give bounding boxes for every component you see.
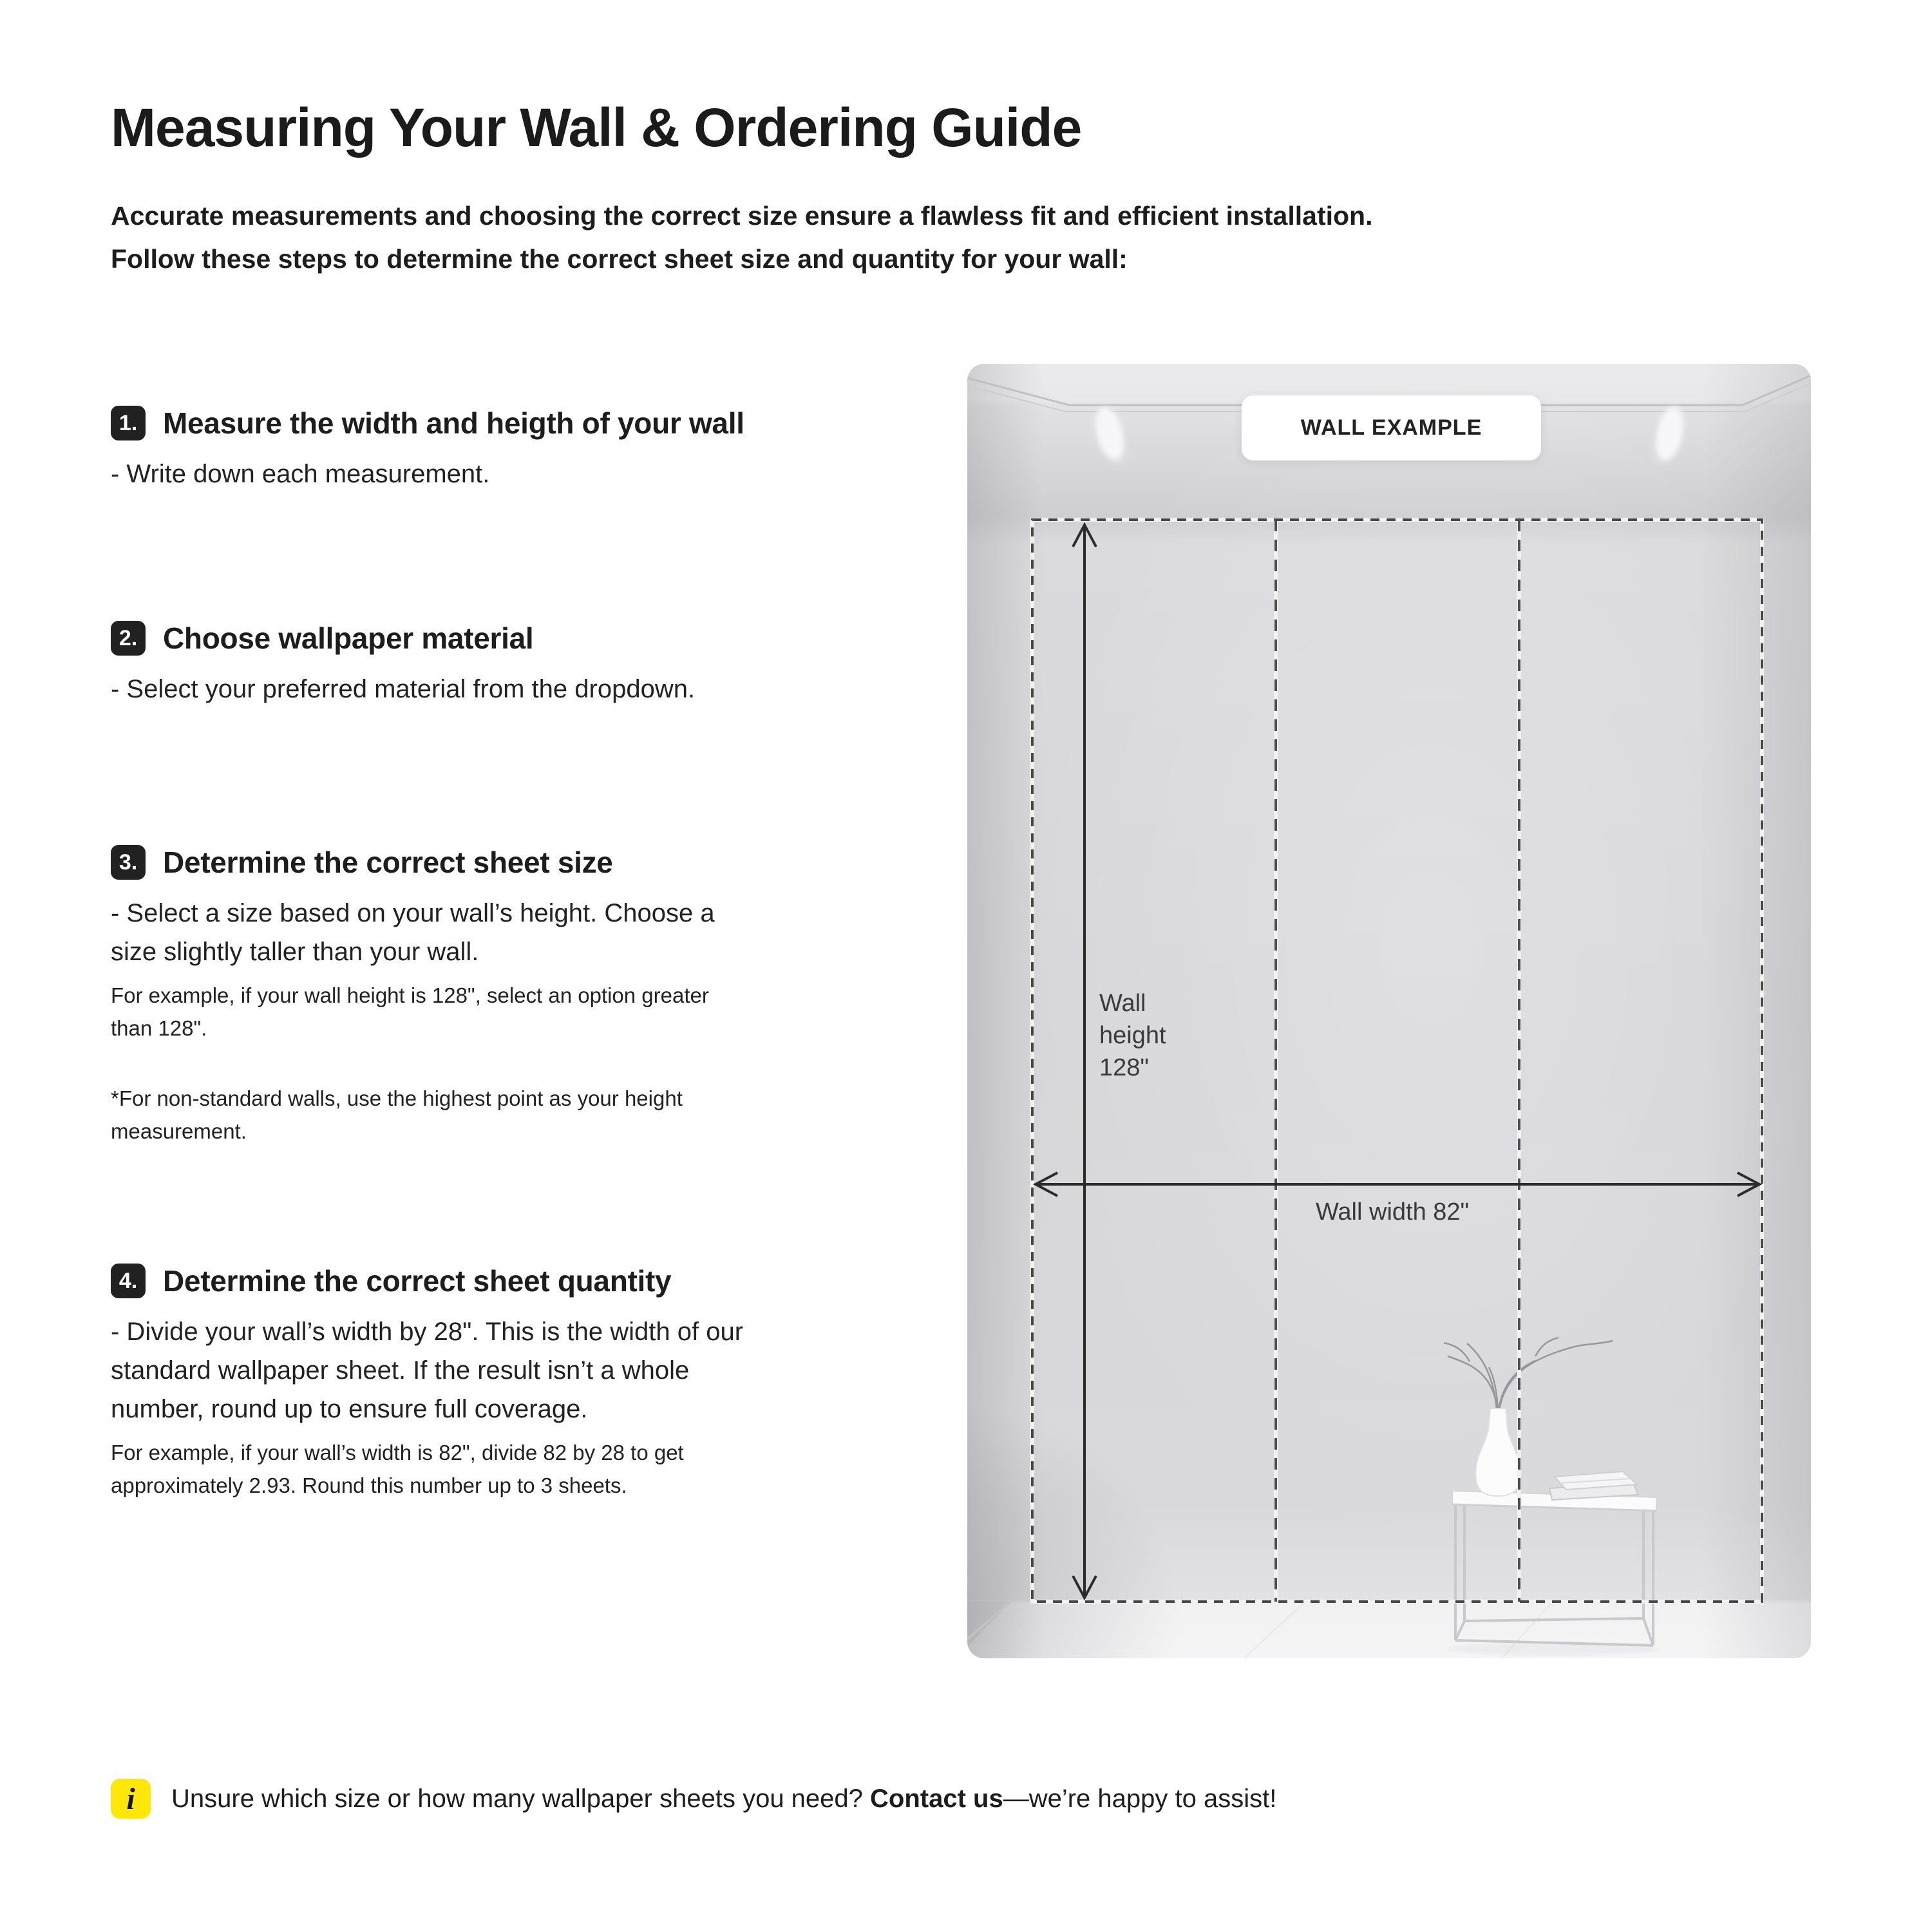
label-line: height (1099, 1022, 1166, 1049)
step-4-title: Determine the correct sheet quantity (163, 1264, 672, 1298)
body-line: - Select your preferred material from the dropdown. (111, 675, 696, 703)
books (1549, 1472, 1638, 1500)
step-number-badge: 2. (111, 621, 146, 656)
spotlight-icon (1090, 404, 1132, 468)
label-line: 128" (1099, 1054, 1149, 1081)
info-icon: i (111, 1779, 151, 1819)
body-line: standard wallpaper sheet. If the result isn’t a whole (111, 1356, 690, 1385)
intro-line: Accurate measurements and choosing the correct size ensure a flawless fit and efficient installation. (111, 201, 1373, 231)
example-line: For example, if your wall’s width is 82", divide 82 by 28 to get (111, 1441, 684, 1464)
intro-text (111, 194, 1843, 281)
step-3-body (111, 894, 929, 971)
branches (1444, 1338, 1613, 1410)
step-4 (111, 1264, 929, 1502)
spotlight-icon (1649, 404, 1688, 468)
example-line: approximately 2.93. Round this number up to 3 sheets. (111, 1473, 627, 1497)
width-arrow (1036, 1173, 1759, 1196)
footer-text (171, 1785, 1276, 1814)
page-title: Measuring Your Wall & Ordering Guide (111, 97, 1082, 158)
step-1-body (111, 455, 929, 493)
footnote-line: measurement. (111, 1119, 247, 1143)
intro-line: Follow these steps to determine the correct sheet size and quantity for your wall: (111, 244, 1128, 274)
wall-diagram (967, 364, 1811, 1658)
height-arrow (1073, 525, 1096, 1598)
wall-width-label: Wall width 82" (1315, 1198, 1470, 1226)
step-1-heading (111, 406, 929, 440)
step-2 (111, 621, 929, 708)
wall-example-image (967, 364, 1811, 1658)
body-line: - Write down each measurement. (111, 460, 490, 488)
floorboard-line (1244, 1604, 1302, 1658)
example-line: For example, if your wall height is 128", select an option greater (111, 983, 709, 1007)
step-4-example (111, 1436, 929, 1502)
contact-us-link[interactable]: Contact us (870, 1784, 1003, 1813)
step-3-heading (111, 845, 929, 880)
label-line: Wall (1099, 990, 1146, 1017)
example-line: than 128". (111, 1016, 207, 1040)
step-4-body (111, 1312, 929, 1428)
side-table (1447, 1493, 1660, 1655)
footer-text-before: Unsure which size or how many wallpaper sheets you need? (171, 1784, 871, 1813)
body-line: - Divide your wall’s width by 28". This is the width of our (111, 1318, 744, 1346)
step-1 (111, 406, 929, 493)
step-3-example (111, 979, 929, 1045)
step-3-footnote (111, 1082, 929, 1148)
step-number-badge: 4. (111, 1264, 146, 1298)
step-3 (111, 845, 929, 1148)
vase (1475, 1408, 1520, 1496)
step-2-heading (111, 621, 929, 656)
body-line: number, round up to ensure full coverage. (111, 1395, 588, 1423)
footer-note (111, 1779, 1276, 1819)
body-line: size slightly taller than your wall. (111, 938, 479, 966)
step-2-body (111, 670, 929, 708)
step-number-badge: 1. (111, 406, 146, 440)
footer-text-after: —we’re happy to assist! (1003, 1784, 1277, 1813)
wall-example-badge: WALL EXAMPLE (1242, 395, 1541, 460)
step-number-badge: 3. (111, 845, 146, 880)
step-3-title: Determine the correct sheet size (163, 846, 613, 879)
wall-height-label (1099, 987, 1209, 1084)
step-1-title: Measure the width and heigth of your wall (163, 406, 744, 440)
footnote-line: *For non-standard walls, use the highest point as your height (111, 1086, 683, 1110)
step-4-heading (111, 1264, 929, 1298)
step-2-title: Choose wallpaper material (163, 621, 534, 655)
body-line: - Select a size based on your wall’s height. Choose a (111, 899, 715, 927)
